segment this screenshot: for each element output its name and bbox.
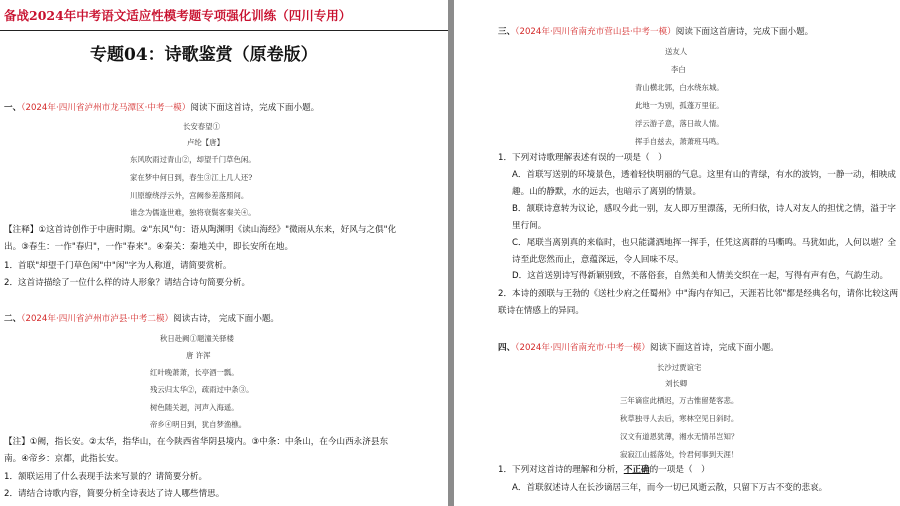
option-b: B．颔联诗意转为议论，感叹今此一别，友人即万里漂荡，无所归依，诗人对友人的担忧之情，溢于字 — [512, 204, 897, 214]
section-instruction: 阅读下面这首诗，完成下面小题。 — [649, 343, 779, 353]
poem-line: 此地一为别，孤蓬万里征。 — [635, 101, 724, 110]
option-a: A．首联写送别的环境景色，透着轻快明丽的气息。这里有山的青绿，有水的波钧，一静一动，相映成 — [512, 170, 897, 180]
poem-line: 秋草独寻人去后，寒林空见日斜时。 — [620, 414, 739, 423]
title-divider — [0, 30, 448, 31]
question-text: 的一项是（ ） — [649, 465, 710, 475]
poem-line: 残云归太华②，疏雨过中条③。 — [150, 385, 254, 394]
section-instruction: 阅读下面这首唐诗，完成下面小题。 — [675, 27, 814, 37]
option-a-cont: 趣。山的静默，水的远去，也暗示了离别的情景。 — [512, 187, 702, 197]
poem-title: 秋日赴阙①题潼关驿楼 — [160, 334, 234, 343]
poem-author: 卢纶【唐】 — [187, 138, 224, 147]
section-3-header — [498, 27, 813, 38]
poem-author: 李白 — [671, 65, 686, 74]
question-2: 2．这首诗描绘了一位什么样的诗人形象？请结合诗句简要分析。 — [4, 278, 251, 288]
poem-line: 寂寂江山摇落处，怜君何事到天涯！ — [620, 450, 739, 459]
question-2: 2．请结合诗歌内容，简要分析全诗表达了诗人哪些情思。 — [4, 489, 225, 499]
question-1: 1．首联"却望千门草色闲"中"闲"字为人称道，请简要赏析。 — [4, 261, 232, 271]
question-emphasis: 不正确 — [623, 465, 650, 475]
option-c-cont: 诗至此您然而止，意蕴深远，令人回味不尽。 — [512, 255, 684, 265]
poem-title: 送友人 — [665, 47, 688, 56]
source-tag: （2024年·四川省南充市营山县·中考一模） — [515, 27, 676, 37]
annotation-line: 出。③春生：一作"春归"，一作"春来"。④秦关：秦地关中，即长安所在地。 — [4, 242, 294, 252]
poem-line: 挥手自兹去，萧萧班马鸣。 — [635, 137, 724, 146]
poem-line: 帝乡④明日到，犹自梦渔樵。 — [150, 420, 247, 429]
section-instruction: 阅读古诗， 完成下面小题。 — [173, 314, 280, 324]
poem-author: 刘长卿 — [665, 379, 688, 388]
section-4-header — [498, 343, 779, 354]
source-tag: （2024年·四川省泸州市泸县·中考二模） — [21, 314, 174, 324]
poem-title: 长安春望① — [183, 122, 220, 131]
annotation-line: 【注】①阙，指长安。②太华，指华山，在今陕西省华阴县境内。③中条：中条山，在今山西永济县东 — [4, 437, 389, 447]
question-2: 2．本诗的颈联与王勃的《送杜少府之任蜀州》中"海内存知己，天涯若比邻"都是经典名句，请你比较这两 — [498, 289, 899, 299]
option-c: C．尾联当离别真的来临时，也只能潇洒地挥一挥手，任凭这离群的马嘶鸣。马犹如此，人何以堪？全 — [512, 238, 897, 248]
document-top-title: 备战2024年中考语文适应性模考题专项强化训练（四川专用） — [4, 8, 352, 23]
poem-title: 长沙过贾谊宅 — [657, 363, 702, 372]
topic-subtitle: 专题04：诗歌鉴赏（原卷版） — [90, 45, 318, 65]
annotation-line: 南。④帝乡：京都，此指长安。 — [4, 454, 124, 464]
section-instruction: 阅读下面这首诗，完成下面小题。 — [190, 103, 320, 113]
left-document-page — [0, 0, 448, 506]
poem-line: 家在梦中何日到，春生③江上几人还? — [130, 173, 253, 182]
poem-line: 树色随关迥，河声入海遥。 — [150, 403, 239, 412]
question-1: 1．下列对诗歌理解表述有误的一项是（ ） — [498, 153, 667, 163]
poem-line: 青山横北郭，白水绕东城。 — [635, 83, 724, 92]
poem-line: 川原缭绕浮云外，宫阙参差落照间。 — [130, 191, 249, 200]
option-a: A．首联叙述诗人在长沙谪居三年，而今一切已风逝云散，只留下万古不变的悲哀。 — [512, 483, 828, 493]
poem-line: 三年谪宦此栖迟，万古惟留楚客悲。 — [620, 396, 739, 405]
poem-line: 汉文有道恩犹薄，湘水无情吊岂知？ — [620, 432, 739, 441]
question-1: 1．颔联运用了什么表现手法来写景的？请简要分析。 — [4, 472, 208, 482]
question-1 — [498, 465, 710, 476]
option-d: D．这首送别诗写得新颖别致，不落俗套，自然美和人情美交织在一起，写得有声有色，气韵生动。 — [512, 271, 889, 281]
section-number: 四、 — [498, 343, 516, 353]
poem-line: 东风吹雨过青山②，却望千门草色闲。 — [130, 155, 256, 164]
source-tag: （2024年·四川省南充市·中考一模） — [515, 343, 650, 353]
right-document-page — [454, 0, 900, 506]
question-text: 1．下列对这首诗的理解和分析， — [498, 465, 624, 475]
annotation-line: 【注释】①这首诗创作于中唐时期。②"东风"句：语从陶渊明《读山海经》"微雨从东来，好风与之俱"化 — [4, 225, 397, 235]
section-number: 二、 — [4, 314, 22, 324]
section-2-header — [4, 314, 279, 325]
section-number: 三、 — [498, 27, 516, 37]
question-2-cont: 联诗在情感上的异同。 — [498, 306, 584, 316]
option-b-cont: 里行间。 — [512, 221, 547, 231]
section-number: 一、 — [4, 103, 22, 113]
poem-line: 谁念为儒逢世难，独将衰鬓客秦关④。 — [130, 208, 256, 217]
source-tag: （2024年·四川省泸州市龙马潭区·中考一模） — [21, 103, 191, 113]
poem-author: 唐 许浑 — [186, 351, 211, 360]
section-1-header — [4, 103, 319, 114]
poem-line: 浮云游子意，落日故人情。 — [635, 119, 724, 128]
poem-line: 红叶晚萧萧，长亭酒一瓢。 — [150, 368, 239, 377]
